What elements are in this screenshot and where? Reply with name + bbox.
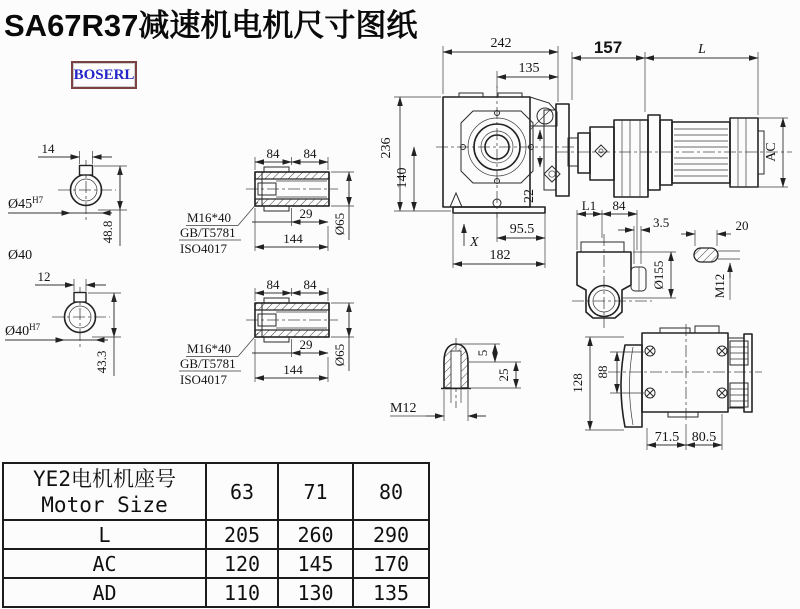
value-AC-63: 120: [206, 549, 278, 578]
page-title: SA67R37减速机电机尺寸图纸: [4, 8, 418, 43]
dim-front-tap: 22: [522, 189, 537, 203]
callout-std-iso-2: ISO4017: [180, 372, 227, 387]
dim-length-1: 144: [283, 231, 303, 246]
value-AD-71: 130: [278, 578, 353, 607]
size-63: 63: [206, 463, 278, 520]
input-shaft-view-1: [179, 146, 354, 256]
brand-logo: [71, 61, 137, 89]
table-row-L: [3, 520, 429, 549]
dim-bore-a: $Ø45^{H7}$: [8, 195, 44, 212]
dim-keylen-1: 29: [299, 206, 313, 221]
dim-motor-length: L: [698, 42, 706, 57]
dim-l1: L1: [581, 198, 597, 213]
dim-keylen-2: 29: [299, 337, 313, 352]
value-AC-71: 145: [278, 549, 353, 578]
dim-length-2: 144: [283, 362, 303, 377]
header-motor-size: [3, 463, 206, 520]
brand-logo-text: BOSERL: [73, 66, 135, 83]
dim-bottom-height: 128: [570, 373, 585, 393]
dim-seg2-2: 84: [303, 277, 317, 292]
gear-unit-side-view: [572, 198, 749, 328]
dim-front-to-center: 135: [518, 61, 540, 76]
dim-side-tap: M12: [712, 273, 727, 299]
table-row-AD: [3, 578, 429, 607]
dim-bore-b: $Ø40^{H7}$: [5, 322, 41, 339]
dim-bottom-left: 71.5: [654, 430, 680, 445]
dim-plug-depth: 25: [496, 368, 511, 382]
dim-depth-a: 48.8: [100, 220, 115, 244]
dim-plug-tip: 5: [475, 349, 490, 357]
bottom-mount-view: [570, 324, 762, 450]
value-L-71: 260: [278, 520, 353, 549]
dim-key-width-b: 12: [37, 269, 51, 284]
hollow-shaft-view-a: [8, 141, 127, 263]
dim-dia-1: Ø65: [332, 212, 347, 236]
input-shaft-view-2: [179, 277, 354, 387]
hollow-shaft-view-b: [5, 269, 121, 376]
header-en: Motor Size: [41, 492, 168, 517]
table-header-row: [3, 463, 429, 520]
callout-thread-1: M16*40: [187, 210, 232, 225]
dim-bolt-span: 88: [595, 365, 610, 379]
size-71: 71: [278, 463, 353, 520]
dim-slot-20: 20: [735, 218, 749, 233]
dim-seg1-1: 84: [266, 146, 280, 161]
value-AD-80: 135: [353, 578, 429, 607]
value-AC-80: 170: [353, 549, 429, 578]
dim-motor-od: AC: [764, 142, 779, 162]
callout-std-gb-1: GB/T5781: [180, 225, 236, 240]
plug-detail-view: [390, 338, 521, 421]
size-80: 80: [353, 463, 429, 520]
dim-84: 84: [612, 198, 626, 213]
dim-dia-2: Ø65: [332, 343, 347, 367]
value-AD-63: 110: [206, 578, 278, 607]
motor-side-view: [556, 38, 792, 197]
row-label-L: L: [3, 520, 206, 549]
dim-front-height: 236: [379, 137, 394, 159]
value-L-63: 205: [206, 520, 278, 549]
gearbox-front-view: [379, 36, 578, 268]
row-label-AD: AD: [3, 578, 206, 607]
dim-wall: 3.5: [653, 215, 670, 230]
dim-front-width: 242: [490, 36, 512, 51]
dim-seg1-2: 84: [266, 277, 280, 292]
dim-foot-width: 182: [489, 248, 511, 263]
dim-bottom-right: 80.5: [691, 430, 717, 445]
x-direction-mark: X: [470, 235, 479, 250]
header-cn: YE2电机机座号: [33, 466, 176, 491]
dim-flange-dia: Ø155: [651, 260, 666, 290]
dim-key-width-a: 14: [41, 141, 55, 156]
dim-foot-center: 95.5: [509, 222, 535, 237]
dim-front-center-base: 140: [395, 167, 410, 189]
dim-gear-length: 157: [593, 38, 623, 57]
dim-seg2-1: 84: [303, 146, 317, 161]
motor-size-table: [2, 462, 430, 608]
callout-thread-2: M16*40: [187, 341, 232, 356]
label-plug-thread: M12: [390, 401, 417, 416]
callout-std-iso-1: ISO4017: [180, 241, 227, 256]
row-label-AC: AC: [3, 549, 206, 578]
callout-std-gb-2: GB/T5781: [180, 356, 236, 371]
label-shaft-od: Ø40: [8, 248, 33, 263]
dim-depth-b: 43.3: [94, 350, 109, 374]
table-row-AC: [3, 549, 429, 578]
value-L-80: 290: [353, 520, 429, 549]
